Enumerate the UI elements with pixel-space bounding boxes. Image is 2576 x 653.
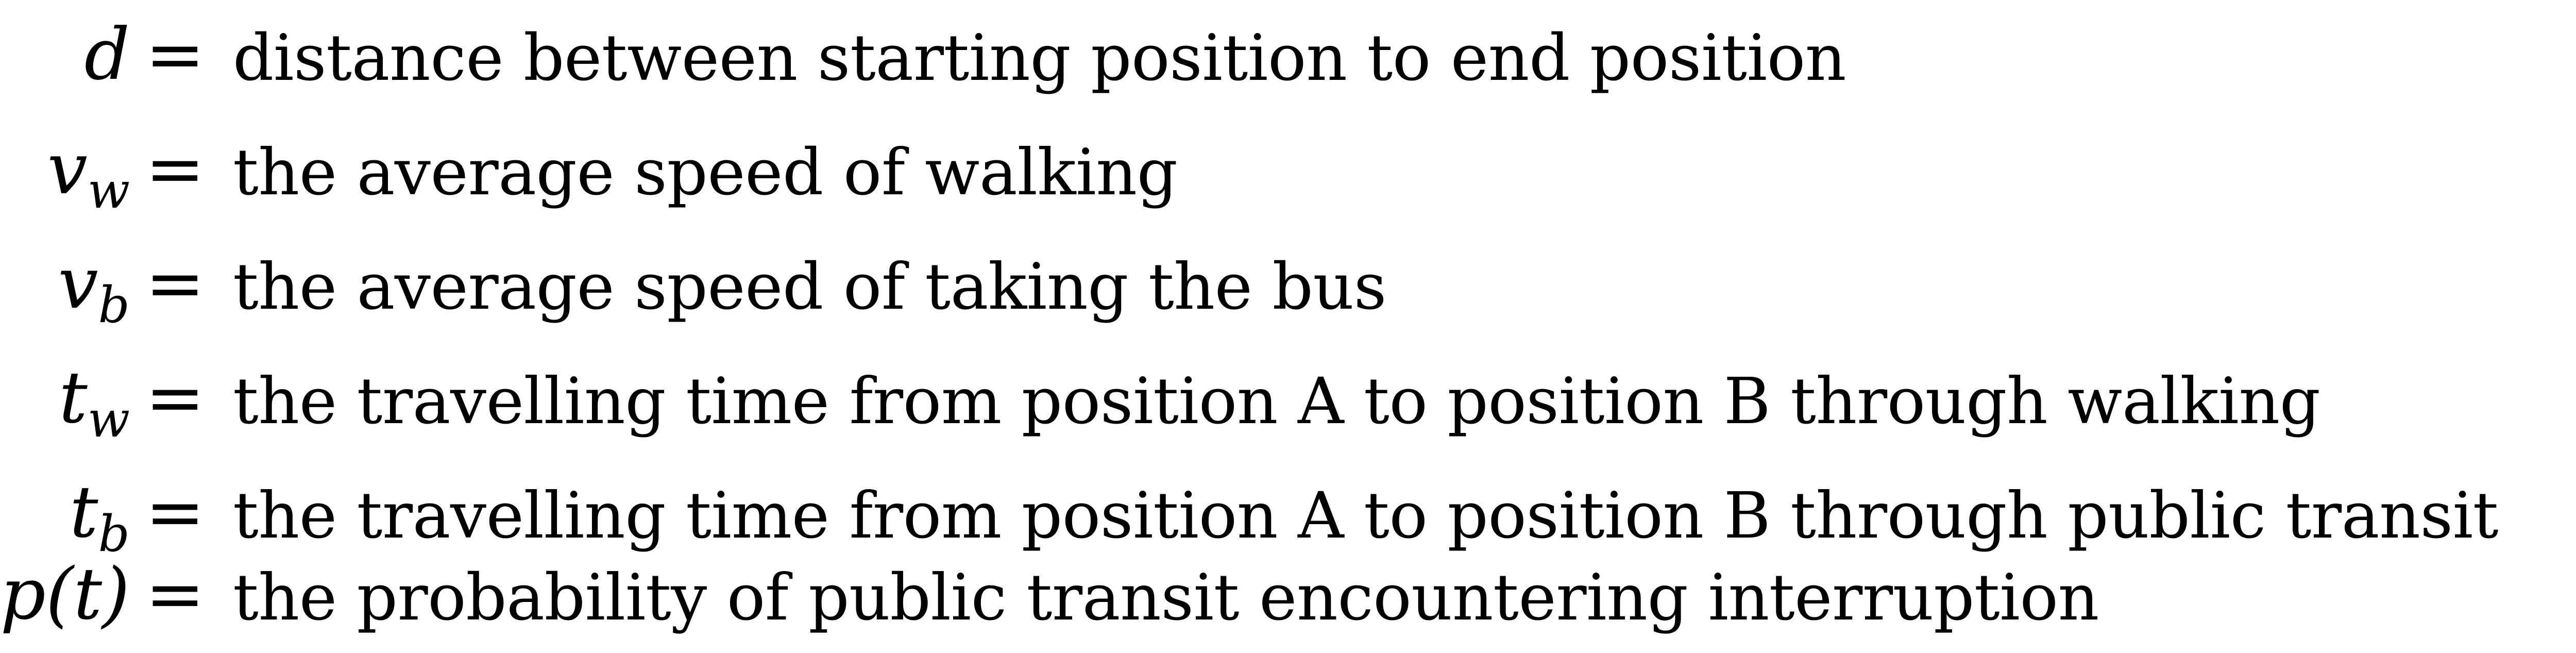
definition-text: the probability of public transit encountering interruption — [233, 561, 2099, 635]
symbol-tb: $t_b$ — [70, 471, 130, 563]
equals-sign: = — [145, 13, 205, 96]
definition-row-d — [0, 0, 2576, 113]
definition-text: distance between starting position to end position — [233, 21, 1846, 95]
definition-text: the average speed of walking — [233, 136, 1178, 210]
symbol-tw: $t_w$ — [59, 356, 130, 448]
equals-sign: = — [145, 127, 205, 210]
definition-row-pt — [0, 540, 2576, 653]
definition-text: the travelling time from position A to position B through walking — [233, 364, 2320, 439]
definition-row-tw — [0, 343, 2576, 457]
equals-sign: = — [145, 242, 205, 325]
symbol-vb: $v_b$ — [58, 242, 130, 334]
equals-sign: = — [145, 552, 205, 635]
equals-sign: = — [145, 471, 205, 554]
definition-row-vw — [0, 114, 2576, 228]
definition-text: the average speed of taking the bus — [233, 250, 1386, 324]
definition-row-vb — [0, 229, 2576, 342]
symbol-vw: $v_w$ — [47, 127, 130, 220]
equals-sign: = — [145, 356, 205, 439]
symbol-d: d — [84, 13, 130, 96]
definition-text: the travelling time from position A to position B through public transit — [233, 479, 2499, 553]
symbol-pt: p(t) — [0, 552, 130, 635]
